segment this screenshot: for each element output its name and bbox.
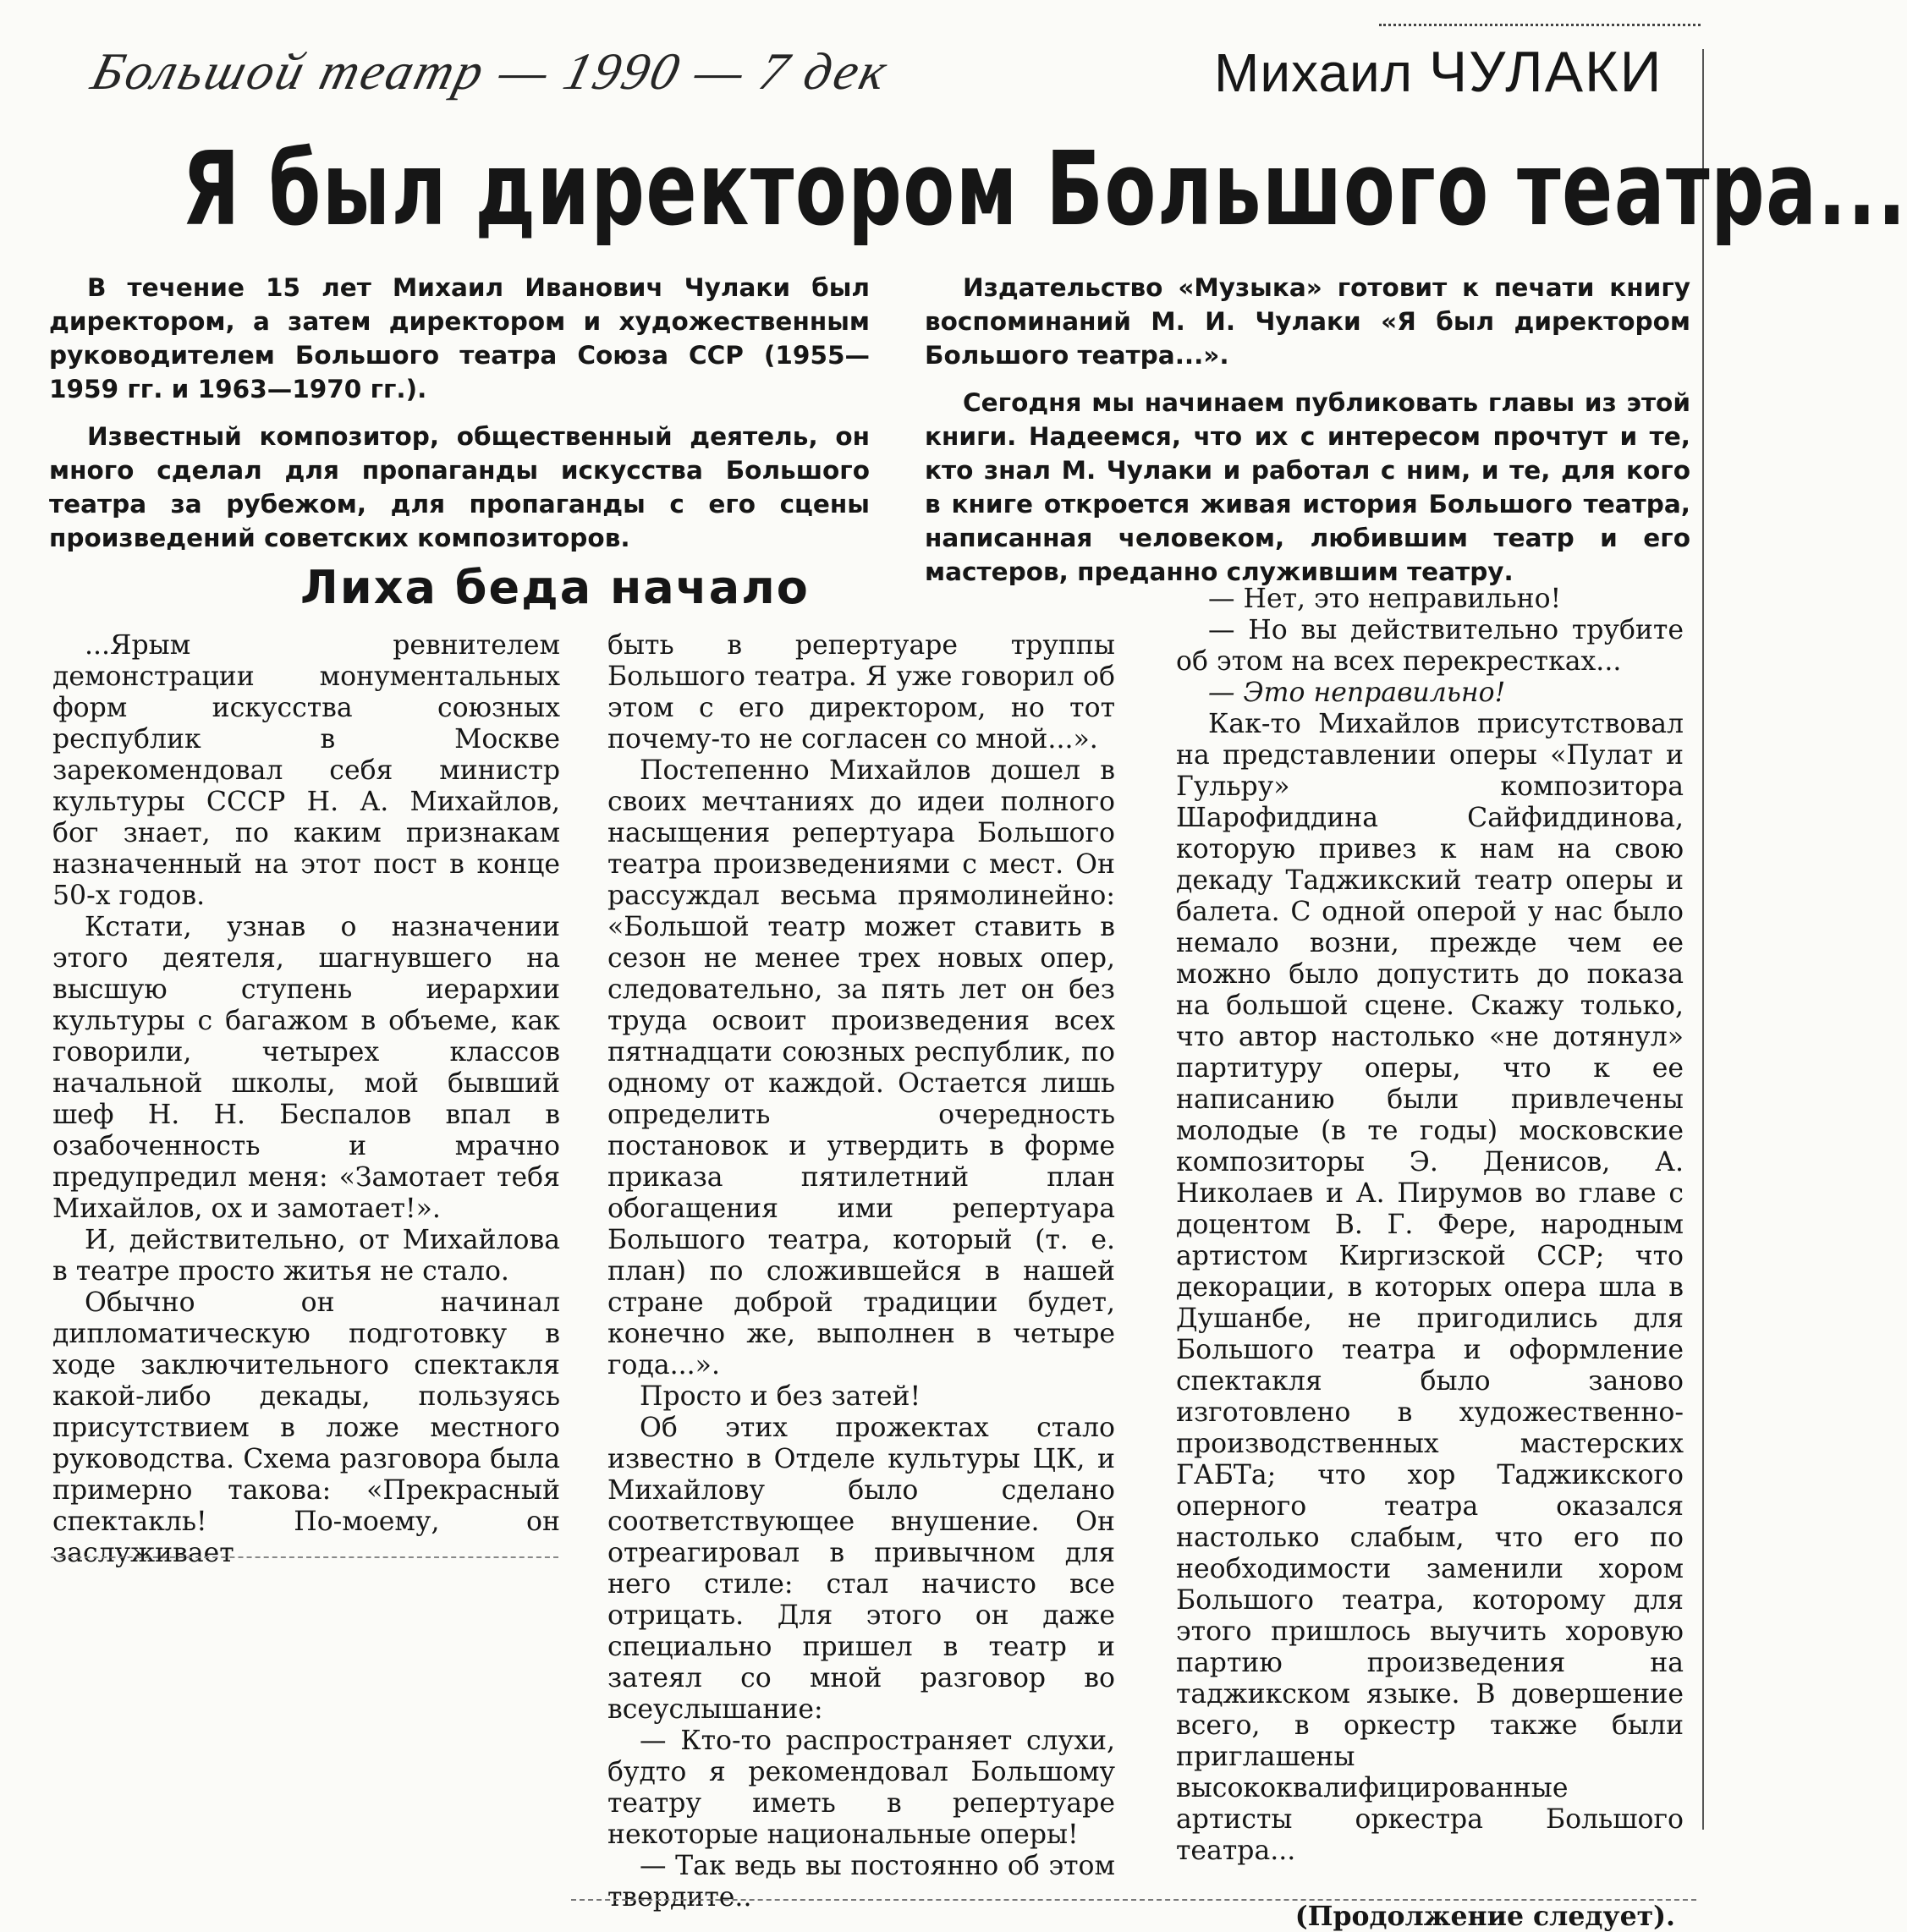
body-paragraph: Кстати, узнав о назначении этого деятеля, шагнувшего на высшую ступень иерархии культуры с багажом в объеме, как говорили, четырех классов начальной школы, мой бывший шеф Н. Н. Беспалов впал в озабоченность и мрачно предупредил меня: «Замотает тебя Михайлов, ох и замотает!». <box>52 912 560 1224</box>
body-paragraph: — Так ведь вы постоянно об этом твердите.. <box>607 1851 1115 1913</box>
text-column-3 <box>1176 584 1684 1932</box>
body-paragraph: Как-то Михайлов присутствовал на представлении оперы «Пулат и Гульру» композитора Шарофиддина Сайфиддинова, которую привез к нам на свою декаду Таджикский театр оперы и балета. С одной оперой у нас было немало возни, прежде чем ее можно было допустить до показа на большой сцене. Скажу только, что автор настолько «не дотянул» партитуру оперы, что к ее написанию были привлечены молодые (в те годы) московские композиторы Э. Денисов, А. Николаев и А. Пирумов во главе с доцентом В. Г. Фере, народным артистом Киргизской ССР; что декорации, в которых опера шла в Душанбе, не пригодились для Большого театра и оформление спектакля было заново изготовлено в художественно-производственных мастерских ГАБТа; что хор Таджикского оперного театра оказался настолько слабым, что его по необходимости заменили хором Большого театра, которому для этого пришлось выучить хоровую партию произведения на таджикском языке. В довершение всего, в оркестр также были приглашены высококвалифицированные артисты оркестра Большого театра... <box>1176 709 1684 1866</box>
handwritten-note: Большой театр — 1990 — 7 дек <box>85 43 895 101</box>
body-paragraph: — Но вы действительно трубите об этом на всех перекрестках... <box>1176 615 1684 677</box>
text-column-2 <box>607 630 1115 1913</box>
body-paragraph: Обычно он начинал дипломатическую подготовку в ходе заключительного спектакля какой-либо декады, пользуясь присутствием в ложе местного руководства. Схема разговора была примерно такова: «Прекрасный спектакль! По-моему, он заслуживает <box>52 1287 560 1568</box>
article-headline: Я был директором Большого театра... <box>182 131 1907 249</box>
body-paragraph: быть в репертуаре труппы Большого театра. Я уже говорил об этом с его директором, но тот почему-то не согласен со мной...». <box>607 630 1115 755</box>
body-paragraph: — Кто-то распространяет слухи, будто я рекомендовал Большому театру иметь в репертуаре некоторые национальные оперы! <box>607 1726 1115 1850</box>
author-surname: ЧУЛАКИ <box>1428 40 1663 104</box>
section-subhead: Лиха беда начало <box>300 561 810 614</box>
intro-right <box>925 271 1690 586</box>
column-bottom-rule <box>51 1556 558 1558</box>
intro-paragraph: Известный композитор, общественный деятель, он много сделал для пропаганды искусства Большого театра за рубежом, для пропаганды с его сцены произведений советских композиторов. <box>49 422 870 552</box>
intro-paragraph: Издательство «Музыка» готовит к печати книгу воспоминаний М. И. Чулаки «Я был директором Большого театра...». <box>925 273 1690 370</box>
clipping-top-edge <box>1379 24 1701 29</box>
body-paragraph: Постепенно Михайлов дошел в своих мечтаниях до идеи полного насыщения репертуара Большого театра произведениями с мест. Он рассуждал весьма прямолинейно: «Большой театр может ставить в сезон не менее трех новых опер, следовательно, за пять лет он без труда освоит произведения всех пятнадцати союзных республик, по одному от каждой. Остается лишь определить очередность постановок и утвердить в форме приказа пятилетний план обогащения ими репертуара Большого театра, который (т. е. план) по сложившейся в нашей стране доброй традиции будет, конечно же, выполнен в четыре года...». <box>607 755 1115 1380</box>
intro-left <box>49 271 870 550</box>
body-paragraph: — Это неправильно! <box>1208 678 1506 708</box>
intro-paragraph: В течение 15 лет Михаил Иванович Чулаки был директором, а затем директором и художественным руководителем Большого театра Союза ССР (1955—1959 гг. и 1963—1970 гг.). <box>49 273 870 403</box>
author-first-name: Михаил <box>1214 42 1414 103</box>
body-paragraph: Об этих прожектах стало известно в Отделе культуры ЦК, и Михайлову было сделано соответствующее внушение. Он отреагировал в привычном для него стиле: стал начисто все отрицать. Для этого он даже специально пришел в театр и затеял со мной разговор во всеуслышание: <box>607 1413 1115 1725</box>
author-byline <box>1214 34 1696 110</box>
body-paragraph: — Нет, это неправильно! <box>1208 584 1562 614</box>
body-paragraph: И, действительно, от Михайлова в театре просто житья не стало. <box>52 1225 560 1287</box>
body-paragraph: ...Ярым ревнителем демонстрации монументальных форм искусства союзных республик в Москве зарекомендовал себя министр культуры СССР Н. А. Михайлов, бог знает, по каким признакам назначенный на этот пост в конце 50-х годов. <box>52 630 560 911</box>
clipping-right-edge <box>1702 49 1704 1830</box>
continued-note: (Продолжение следует). <box>1294 1901 1675 1932</box>
text-column-1 <box>52 630 560 1568</box>
intro-paragraph: Сегодня мы начинаем публиковать главы из этой книги. Надеемся, что их с интересом прочтут и те, кто знал М. Чулаки и работал с ним, и те, для кого в книге откроется живая история Большого театра, написанная человеком, любившим театр и его мастеров, преданно служившим театру. <box>925 388 1690 586</box>
body-paragraph: Просто и без затей! <box>640 1381 921 1412</box>
page-bottom-rule <box>571 1899 1696 1901</box>
